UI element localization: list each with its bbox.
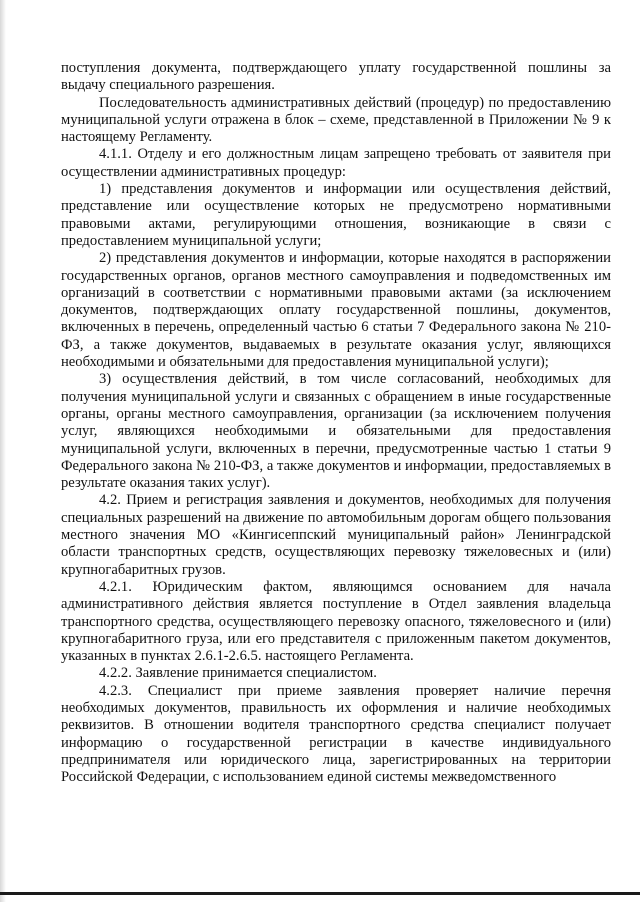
page-bottom-edge: [0, 892, 640, 895]
scan-edge-shadow: [0, 0, 6, 902]
paragraph-sequence: Последовательность административных действий (процедур) по предоставлению муниципальной услуги отражена в блок – схеме, представленной в Приложении № 9 к настоящему Регламенту.: [61, 94, 611, 146]
list-item-3: 3) осуществления действий, в том числе согласований, необходимых для получения муниципальной услуги и связанных с обращением в иные государственные органы, органы местного самоуправления, организации (за исключением получения услуг, являющихся необходимыми и обязательными для предоставления муниципальной услуги, включенных в перечни, предусмотренные частью 1 статьи 9 Федерального закона № 210-ФЗ, а также документов и информации, предоставляемых в результате оказания таких услуг).: [61, 371, 611, 492]
paragraph-4-2: 4.2. Прием и регистрация заявления и документов, необходимых для получения специальных разрешений на движение по автомобильным дорогам общего пользования местного значения МО «Кингисеппский муниципальный район» Ленинградской области транспортных средств, осуществляющих перевозку тяжеловесных и (или) крупногабаритных грузов.: [61, 492, 611, 578]
list-item-2: 2) представления документов и информации, которые находятся в распоряжении государственных органов, органов местного самоуправления и подведомственных им организаций в соответствии с нормативными правовыми актами (за исключением документов, подтверждающих оплату государственной пошлины, документов, включенных в перечень, определенный частью 6 статьи 7 Федерального закона № 210-ФЗ, а также документов, выдаваемых в результате оказания услуг, являющихся необходимыми и обязательными для предоставления муниципальной услуги);: [61, 250, 611, 371]
paragraph-4-2-3: 4.2.3. Специалист при приеме заявления проверяет наличие перечня необходимых документов, правильность их оформления и наличие необходимых реквизитов. В отношении водителя транспортного средства специалист получает информацию о государственной регистрации в качестве индивидуального предпринимателя или юридического лица, зарегистрированных на территории Российской Федерации, с использованием единой системы межведомственного: [61, 682, 611, 786]
paragraph-4-1-1: 4.1.1. Отделу и его должностным лицам запрещено требовать от заявителя при осуществлении административных процедур:: [61, 146, 611, 180]
document-page: [61, 60, 611, 786]
paragraph-4-2-1: 4.2.1. Юридическим фактом, являющимся основанием для начала административного действия является поступление в Отдел заявления владельца транспортного средства, осуществляющего перевозку опасного, тяжеловесного и (или) крупногабаритного груза, или его представителя с приложенным пакетом документов, указанных в пунктах 2.6.1-2.6.5. настоящего Регламента.: [61, 578, 611, 665]
paragraph-continuation: поступления документа, подтверждающего уплату государственной пошлины за выдачу специального разрешения.: [61, 60, 611, 94]
paragraph-4-2-2: 4.2.2. Заявление принимается специалистом.: [99, 665, 377, 682]
list-item-1: 1) представления документов и информации или осуществления действий, представление или осуществление которых не предусмотрено нормативными правовыми актами, регулирующими отношения, возникающие в связи с предоставлением муниципальной услуги;: [61, 181, 611, 249]
